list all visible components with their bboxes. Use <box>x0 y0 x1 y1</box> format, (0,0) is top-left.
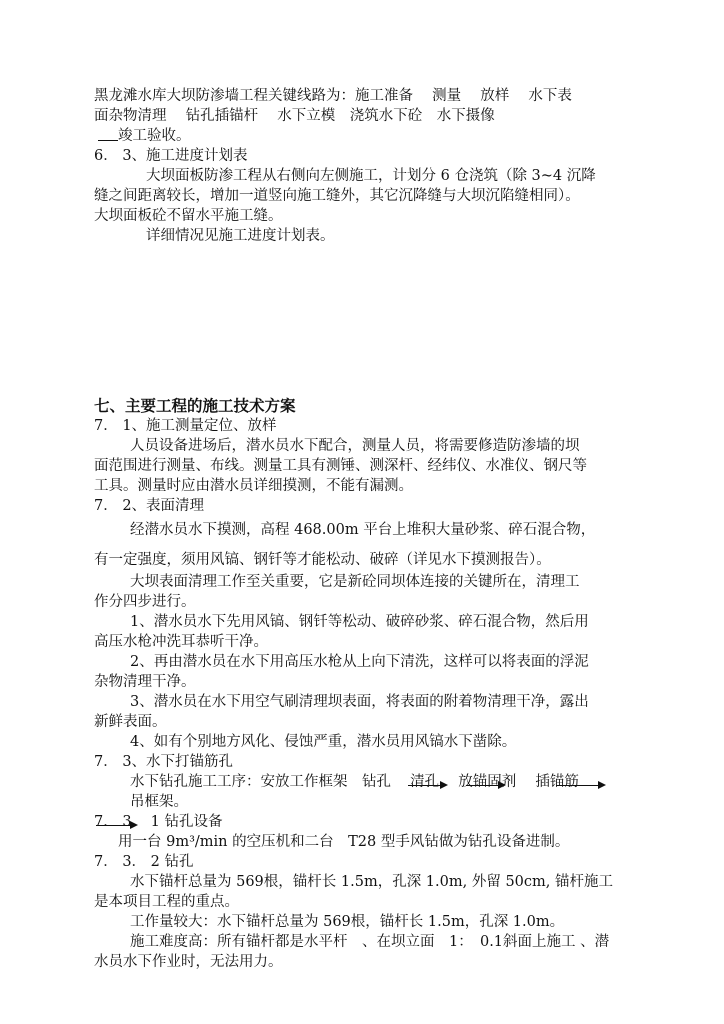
paragraph-line: 黑龙滩水库大坝防渗墙工程关键线路为：施工准备 测量 放样 水下表 <box>94 88 572 104</box>
section-number-title: 6． 3、施工进度计划表 <box>94 148 248 164</box>
section-number-title: 7． 3． 1 钻孔设备 <box>94 814 223 830</box>
paragraph-line: 杂物清理干净。 <box>94 674 196 690</box>
paragraph-line: 经潜水员水下摸测，高程 468.00m 平台上堆积大量砂浆、碎石混合物， <box>130 522 596 538</box>
sequence-arrow <box>96 825 136 826</box>
paragraph-line: 有一定强度，须用风镐、钢钎等才能松动、破碎（详见水下摸测报告）。 <box>94 552 551 568</box>
section-number-title: 7． 1、施工测量定位、放样 <box>94 418 277 434</box>
paragraph-line: 用一台 9m³/min 的空压机和二台 T28 型手风钻做为钻孔设备进制。 <box>118 834 570 850</box>
sequence-arrow <box>466 785 504 786</box>
paragraph-line: 水下钻孔施工工序：安放工作框架 钻孔 清孔 放锚固剂 插锚筋 <box>130 774 579 790</box>
chapter-heading: 七、主要工程的施工技术方案 <box>94 396 296 415</box>
underline-mark <box>98 140 118 141</box>
paragraph-line: 详细情况见施工进度计划表。 <box>146 228 335 244</box>
sequence-arrow <box>556 785 604 786</box>
paragraph-line: 高压水枪冲洗耳恭听干净。 <box>94 634 268 650</box>
section-number-title: 7． 2、表面清理 <box>94 498 205 514</box>
paragraph-line: 水员水下作业时，无法用力。 <box>94 954 283 970</box>
paragraph-line: 竣工验收。 <box>118 128 191 144</box>
paragraph-line: 2、再由潜水员在水下用高压水枪从上向下清洗，这样可以将表面的浮泥 <box>130 654 589 670</box>
paragraph-line: 施工难度高：所有锚杆都是水平杆 、在坝立面 1： 0.1斜面上施工 、潜 <box>130 934 610 950</box>
paragraph-line: 面范围进行测量、布线。测量工具有测锤、测深杆、经纬仪、水准仪、钢尺等 <box>94 458 587 474</box>
section-number-title: 7． 3、水下打锚筋孔 <box>94 754 234 770</box>
paragraph-line: 水下锚杆总量为 569根，锚杆长 1.5m，孔深 1.0m, 外留 50cm, 锚杆施工 <box>130 874 613 890</box>
paragraph-line: 工作量较大：水下锚杆总量为 569根，锚杆长 1.5m，孔深 1.0m。 <box>130 914 565 930</box>
paragraph-line: 吊框架。 <box>130 794 188 810</box>
paragraph-line: 人员设备进场后，潜水员水下配合，测量人员，将需要修造防渗墙的坝 <box>130 438 580 454</box>
sequence-arrow <box>408 785 446 786</box>
paragraph-line: 是本项目工程的重点。 <box>94 894 239 910</box>
paragraph-line: 工具。测量时应由潜水员详细摸测，不能有漏测。 <box>94 478 413 494</box>
paragraph-line: 大坝面板防渗工程从右侧向左侧施工，计划分 6 仓浇筑（除 3~4 沉降 <box>146 168 596 184</box>
paragraph-line: 4、如有个别地方风化、侵蚀严重，潜水员用风镐水下凿除。 <box>130 734 517 750</box>
paragraph-line: 面杂物清理 钻孔插锚杆 水下立模 浇筑水下砼 水下摄像 <box>94 108 495 124</box>
paragraph-line: 大坝表面清理工作至关重要，它是新砼同坝体连接的关键所在，清理工 <box>130 574 580 590</box>
paragraph-line: 3、潜水员在水下用空气刷清理坝表面，将表面的附着物清理干净，露出 <box>130 694 589 710</box>
paragraph-line: 新鲜表面。 <box>94 714 167 730</box>
paragraph-line: 大坝面板砼不留水平施工缝。 <box>94 208 283 224</box>
paragraph-line: 1、潜水员水下先用风镐、钢钎等松动、破碎砂浆、碎石混合物，然后用 <box>130 614 589 630</box>
paragraph-line: 作分四步进行。 <box>94 594 196 610</box>
paragraph-line: 缝之间距离较长，增加一道竖向施工缝外，其它沉降缝与大坝沉陷缝相同）。 <box>94 188 580 204</box>
section-number-title: 7． 3． 2 钻孔 <box>94 854 194 870</box>
